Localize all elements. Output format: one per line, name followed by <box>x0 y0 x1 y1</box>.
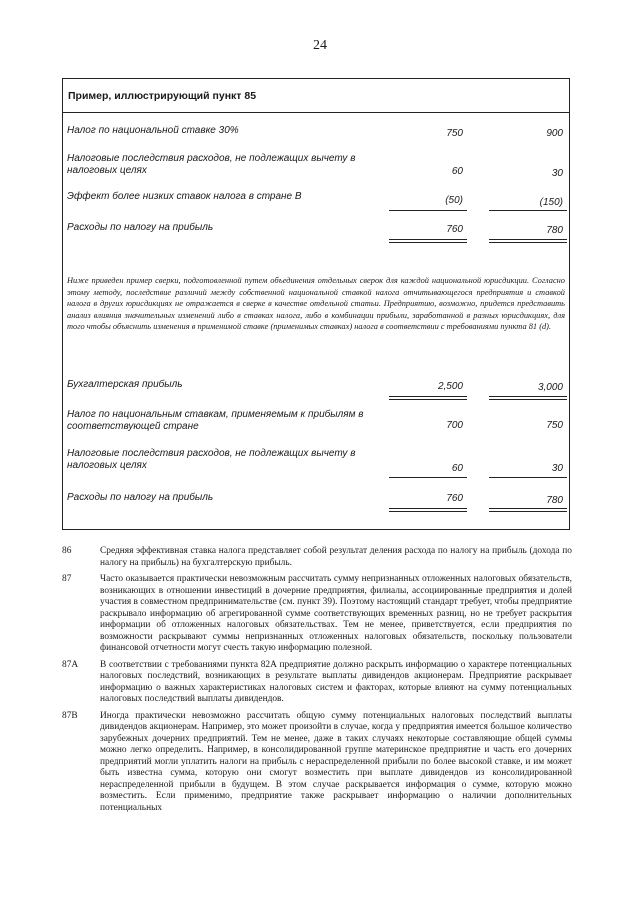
paragraph-number: 87В <box>62 710 78 721</box>
paragraph-number: 86 <box>62 546 72 556</box>
row-value-col1: 60 <box>451 463 463 474</box>
row-label: Налог по национальным ставкам, применяемым к прибылям в соответствующей стране <box>67 409 364 432</box>
paragraph-text: Иногда практически невозможно рассчитать общую сумму потенциальных налоговых последствий выплаты дивидендов акционерам. Например, это может произойти в случае, когда у предприятия имеется большое количество зарубежных дочерних предприятий. Тем не менее, даже в таких случаях некоторые составляющие общей суммы можно легко определить. Например, в консолидированной группе материнское предприятие и часть его дочерних предприятий могли уплатить налоги на прибыль с нераспределенной прибыли по более высокой ставке, и им может быть известна сумма, которую они смогут возместить при выплате дивидендов из консолидированной нераспределенной прибыли в будущем. В этом случае раскрывается информация о сумме, которую можно возместить. Если применимо, предприятие также раскрывает информацию о наличии дополнительных потенциальных <box>100 710 572 813</box>
paragraph <box>62 546 572 569</box>
total-rule <box>389 511 467 512</box>
row-label: Расходы по налогу на прибыль <box>67 222 214 233</box>
row-value-col2: 3,000 <box>537 382 563 393</box>
row-value-col2: 780 <box>546 225 563 236</box>
total-rule <box>389 508 467 509</box>
paragraph <box>62 711 572 815</box>
total-rule <box>389 239 467 240</box>
total-rule <box>389 396 467 397</box>
row-value-col1: (50) <box>445 195 463 206</box>
example-title: Пример, иллюстрирующий пункт 85 <box>68 90 257 102</box>
row-value-col2: 780 <box>546 495 563 506</box>
row-label: Расходы по налогу на прибыль <box>67 492 214 503</box>
paragraph-text: Часто оказывается практически невозможным рассчитать сумму непризнанных отложенных налоговых обязательств, возникающих в отношении инвестиций в дочерние предприятия, филиалы, ассоциированные предприятия и долей участия в совместном предпринимательстве (см. пункт 39). Поэтому настоящий стандарт требует, чтобы предприятие раскрывало информацию об агрегированной сумме соответствующих временных разниц, но не требует раскрытия информации об отложенных налоговых обязательствах. Тем не менее, приветствуется, если предприятия по возможности раскрывают суммы непризнанных отложенных налоговых обязательств, поскольку пользователи финансовой отчетности могут счесть такую информацию полезной. <box>100 574 572 653</box>
example-box <box>62 78 570 530</box>
row-value-col1: 700 <box>446 420 463 431</box>
row-value-col1: 750 <box>446 128 463 139</box>
row-value-col1: 2,500 <box>437 381 463 392</box>
row-value-col2: 30 <box>551 463 563 474</box>
page-number: 24 <box>313 38 327 53</box>
paragraph <box>62 574 572 655</box>
row-value-col2: 30 <box>551 168 563 179</box>
paragraph-text: В соответствии с требованиями пункта 82А предприятие должно раскрыть информацию о характере потенциальных налоговых последствий, возникающих в результате выплаты дивидендов акционерам. Предприятие раскрывает информацию о важных характеристиках налоговых систем и факторах, которые влияют на сумму потенциальных налоговых последствий выплаты дивидендов. <box>100 659 572 704</box>
row-value-col2: (150) <box>539 197 563 208</box>
paragraph <box>62 660 572 706</box>
paragraph-number: 87А <box>62 659 79 670</box>
row-value-col2: 900 <box>546 128 563 139</box>
subtotal-rule <box>489 477 567 478</box>
subtotal-rule <box>489 210 567 211</box>
paragraph-number: 87 <box>62 574 72 584</box>
example-header <box>63 79 569 113</box>
subtotal-rule <box>389 210 467 211</box>
reconciliation-note: Ниже приведен пример сверки, подготовленной путем объединения отдельных сверок для каждой национальной юрисдикции. Согласно этому методу, последствие различий между собственной национальной ставкой налога отчитывающегося предприятия и ставкой налога в других юрисдикциях не отражается в сверке в качестве отдельной статьи. Предприятию, возможно, придется представить анализ влияния значительных изменений либо в ставках налога, либо в комбинации прибыли, заработанной в разных юрисдикциях, для того чтобы объяснить изменения в применимой ставке (применимых ставках) налога в соответствии с требованиями пункта 81 (d). <box>67 276 565 331</box>
subtotal-rule <box>389 477 467 478</box>
paragraphs <box>62 546 572 819</box>
total-rule <box>489 508 567 509</box>
row-label: Налог по национальной ставке 30% <box>67 125 239 136</box>
row-value-col2: 750 <box>546 420 563 431</box>
total-rule <box>389 399 467 400</box>
row-label: Эффект более низких ставок налога в стране В <box>67 191 302 202</box>
total-rule <box>489 511 567 512</box>
row-value-col1: 760 <box>446 224 463 235</box>
paragraph-text: Средняя эффективная ставка налога представляет собой результат деления расхода по налогу на прибыль (дохода по налогу на прибыль) на бухгалтерскую прибыль. <box>100 546 572 568</box>
row-label: Налоговые последствия расходов, не подлежащих вычету в налоговых целях <box>67 448 356 471</box>
row-value-col1: 60 <box>451 166 463 177</box>
row-value-col1: 760 <box>446 493 463 504</box>
total-rule <box>489 242 567 243</box>
total-rule <box>489 239 567 240</box>
total-rule <box>389 242 467 243</box>
total-rule <box>489 399 567 400</box>
total-rule <box>489 396 567 397</box>
row-label: Налоговые последствия расходов, не подлежащих вычету в налоговых целях <box>67 153 356 176</box>
row-label: Бухгалтерская прибыль <box>67 379 183 390</box>
